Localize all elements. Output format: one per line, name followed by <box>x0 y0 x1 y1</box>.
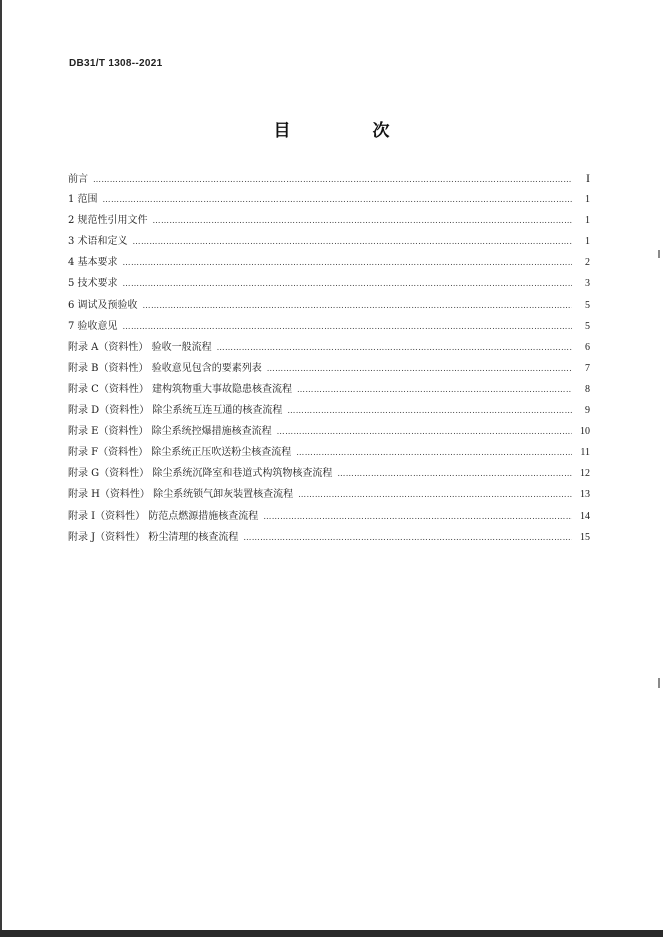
toc-entry[interactable] <box>68 337 590 358</box>
toc-dot-leader <box>103 189 572 210</box>
toc-entry[interactable] <box>68 527 590 548</box>
toc-entry-label: 附录 A（资料性） 验收一般流程 <box>68 341 212 353</box>
toc-dot-leader <box>296 442 572 463</box>
toc-entry[interactable] <box>68 252 590 273</box>
toc-entry[interactable] <box>68 210 590 231</box>
toc-dot-leader <box>287 400 572 421</box>
toc-entry[interactable] <box>68 484 590 505</box>
toc-dot-leader <box>263 506 572 527</box>
toc-entry[interactable] <box>68 231 590 252</box>
toc-dot-leader <box>123 252 572 273</box>
toc-entry[interactable] <box>68 358 590 379</box>
toc-entry-page-number: 6 <box>585 341 590 353</box>
toc-entry-label: 附录 J（资料性） 粉尘清理的核查流程 <box>68 531 239 543</box>
toc-entry[interactable] <box>68 506 590 527</box>
toc-entry-label: 7 验收意见 <box>68 320 118 332</box>
toc-dot-leader <box>217 337 572 358</box>
toc-entry-label: 附录 D（资料性） 除尘系统互连互通的核查流程 <box>68 405 283 417</box>
toc-entry-label: 6 调试及预验收 <box>68 299 138 311</box>
toc-dot-leader <box>337 463 572 484</box>
toc-entry-page-number: 7 <box>585 362 590 374</box>
toc-entry-page-number: 5 <box>585 320 590 332</box>
toc-entry[interactable] <box>68 273 590 294</box>
page-title: 目 次 <box>273 121 428 141</box>
toc-entry-label: 5 技术要求 <box>68 278 118 290</box>
toc-dot-leader <box>123 273 572 294</box>
toc-dot-leader <box>143 295 572 316</box>
toc-entry-page-number: 1 <box>585 194 590 206</box>
toc-dot-leader <box>267 358 572 379</box>
toc-entry[interactable] <box>68 442 590 463</box>
toc-entry-page-number: 15 <box>580 531 590 543</box>
toc-dot-leader <box>298 484 572 505</box>
toc-entry-label: 附录 C（资料性） 建构筑物重大事故隐患核查流程 <box>68 383 293 395</box>
toc-dot-leader <box>123 316 572 337</box>
toc-dot-leader <box>297 379 572 400</box>
toc-entry-label: 附录 E（资料性） 除尘系统控爆措施核查流程 <box>68 426 272 438</box>
toc-entry-page-number: 11 <box>580 447 590 459</box>
toc-entry[interactable] <box>68 316 590 337</box>
toc-dot-leader <box>243 527 572 548</box>
toc-entry[interactable] <box>68 421 590 442</box>
toc-entry-page-number: I <box>586 171 590 185</box>
toc-entry[interactable] <box>68 379 590 400</box>
table-of-contents <box>68 168 590 548</box>
toc-dot-leader <box>277 421 572 442</box>
toc-entry-page-number: 1 <box>585 215 590 227</box>
toc-dot-leader <box>153 210 572 231</box>
toc-entry-label: 1 范围 <box>68 194 98 206</box>
toc-entry[interactable] <box>68 168 590 189</box>
toc-entry[interactable] <box>68 463 590 484</box>
toc-entry-label: 2 规范性引用文件 <box>68 215 148 227</box>
scan-mark <box>658 250 660 258</box>
scan-mark <box>658 678 660 688</box>
toc-entry-page-number: 2 <box>585 257 590 269</box>
toc-entry-label: 附录 G（资料性） 除尘系统沉降室和巷道式构筑物核查流程 <box>68 468 333 480</box>
toc-entry-label: 附录 H（资料性） 除尘系统锁气卸灰装置核查流程 <box>68 489 294 501</box>
toc-entry-page-number: 5 <box>585 299 590 311</box>
toc-entry-page-number: 1 <box>585 236 590 248</box>
toc-entry-label: 前言 <box>68 174 88 185</box>
toc-entry-page-number: 14 <box>580 510 590 522</box>
toc-entry-label: 3 术语和定义 <box>68 236 128 248</box>
toc-entry-page-number: 8 <box>585 383 590 395</box>
toc-dot-leader <box>133 231 572 252</box>
toc-entry-page-number: 3 <box>585 278 590 290</box>
toc-entry-label: 4 基本要求 <box>68 257 118 269</box>
toc-entry[interactable] <box>68 400 590 421</box>
scan-border-bottom <box>0 930 663 937</box>
toc-entry-label: 附录 B（资料性） 验收意见包含的要素列表 <box>68 362 262 374</box>
toc-entry-label: 附录 I（资料性） 防范点燃源措施核查流程 <box>68 510 259 522</box>
toc-entry-page-number: 13 <box>580 489 590 501</box>
toc-entry-page-number: 9 <box>585 405 590 417</box>
toc-entry[interactable] <box>68 295 590 316</box>
toc-entry-page-number: 10 <box>580 426 590 438</box>
toc-entry-page-number: 12 <box>580 468 590 480</box>
toc-entry-label: 附录 F（资料性） 除尘系统正压吹送粉尘核查流程 <box>68 447 292 459</box>
document-number: DB31/T 1308--2021 <box>69 58 163 69</box>
toc-dot-leader <box>93 169 572 190</box>
toc-entry[interactable] <box>68 189 590 210</box>
